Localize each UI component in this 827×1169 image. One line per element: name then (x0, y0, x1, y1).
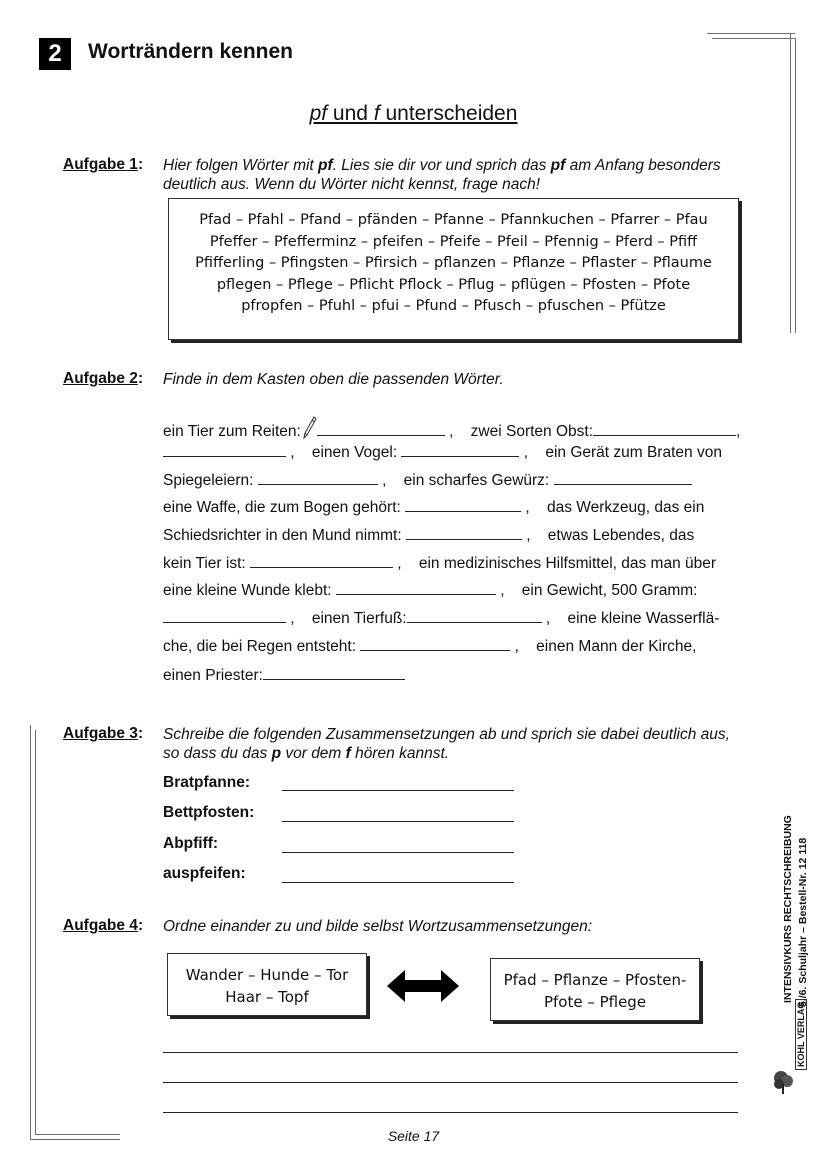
answer-blank[interactable] (163, 444, 286, 457)
subtitle-rest: unterscheiden (379, 102, 518, 125)
answer-blank[interactable] (336, 582, 496, 595)
fill-line-8: , einen Tierfuß: , eine kleine Wasserflä- (163, 610, 719, 628)
frame-right-top-inner (795, 38, 796, 333)
subtitle-und: und (327, 102, 374, 125)
series-info: 5./6. Schuljahr – Bestell-Nr. 12 118 (797, 837, 809, 1007)
fill-line-2: , einen Vogel: , ein Gerät zum Braten von (163, 444, 722, 462)
frame-left-bottom-inner (35, 730, 36, 1135)
answer-blank[interactable] (360, 638, 510, 651)
fill-line-4: eine Waffe, die zum Bogen gehört: , das Werkzeug, das ein (163, 499, 705, 516)
fill-line-5: Schiedsrichter in den Mund nimmt: , etwas Lebendes, das (163, 527, 695, 544)
word-list-box (168, 198, 739, 340)
compound-word: Abpfiff: (163, 835, 219, 852)
frame-right-top (790, 33, 791, 333)
word-box-line: Pfote – Pflege (543, 993, 647, 1011)
chapter-number: 2 (39, 38, 71, 70)
task4-label: Aufgabe 4: (63, 917, 144, 934)
answer-blank[interactable] (405, 499, 521, 512)
task4-instruction: Ordne einander zu und bilde selbst Wortzusammensetzungen: (163, 918, 593, 935)
writing-line[interactable] (163, 1112, 738, 1113)
fill-line-10: einen Priester: (163, 667, 405, 685)
answer-blank[interactable] (407, 610, 542, 623)
compound-word: Bratpfanne: (163, 774, 250, 791)
fill-line-7: eine kleine Wunde klebt: , ein Gewicht, 500 Gramm: (163, 582, 698, 599)
word-list-line: Pfifferling – Pfingsten – Pfirsich – pflanzen – Pflanze – Pflaster – Pflaume (195, 255, 712, 272)
writing-line[interactable] (163, 1052, 738, 1053)
pencil-icon (303, 416, 317, 440)
fill-line-6: kein Tier ist: , ein medizinisches Hilfsmittel, das man über (163, 555, 717, 572)
answer-blank[interactable] (593, 423, 736, 436)
word-list-line: pfropfen – Pfuhl – pfui – Pfund – Pfusch – pfuschen – Pfütze (241, 298, 666, 315)
frame-top-right (707, 33, 795, 34)
writing-line[interactable] (282, 821, 514, 822)
frame-left-bottom (30, 725, 31, 1140)
fill-line-9: che, die bei Regen entsteht: , einen Mann der Kirche, (163, 638, 697, 655)
compound-word: Bettpfosten: (163, 804, 255, 821)
publisher-logo: KOHL VERLAG (795, 999, 807, 1070)
answer-blank[interactable] (250, 555, 393, 568)
task3-instruction: Schreibe die folgenden Zusammensetzungen ab und sprich sie dabei deutlich aus, so dass du das p vor dem f hören kannst. (163, 726, 730, 762)
word-box-line: Haar – Topf (225, 988, 309, 1006)
writing-line[interactable] (282, 882, 514, 883)
word-box-right (490, 958, 700, 1021)
word-box-line: Pfad – Pflanze – Pfosten- (503, 971, 687, 989)
task2-instruction: Finde in dem Kasten oben die passenden Wörter. (163, 371, 504, 388)
answer-blank[interactable] (317, 423, 445, 436)
page-subtitle (0, 102, 827, 126)
answer-blank[interactable] (258, 472, 378, 485)
fill-line-1: ein Tier zum Reiten: , zwei Sorten Obst: , (163, 416, 740, 441)
task1-instruction: Hier folgen Wörter mit pf. Lies sie dir vor und sprich das pf am Anfang besonders deutlich aus. Wenn du Wörter nicht kennst, frage nach! (163, 157, 721, 193)
word-list-line: Pfad – Pfahl – Pfand – pfänden – Pfanne – Pfannkuchen – Pfarrer – Pfau (199, 212, 708, 228)
task1-label: Aufgabe 1: (63, 156, 144, 173)
word-box-line: Wander – Hunde – Tor (185, 966, 349, 984)
fill-line-3: Spiegeleiern: , ein scharfes Gewürz: (163, 472, 692, 490)
task2-label: Aufgabe 2: (63, 370, 144, 387)
frame-top-right-inner (712, 38, 795, 39)
answer-blank[interactable] (163, 610, 286, 623)
task3-label: Aufgabe 3: (63, 725, 144, 742)
subtitle-f: f (373, 102, 380, 125)
writing-line[interactable] (282, 790, 514, 791)
answer-blank[interactable] (554, 472, 692, 485)
compound-word: auspfeifen: (163, 865, 246, 882)
word-box-left (167, 953, 367, 1016)
word-list-line: Pfeffer – Pfefferminz – pfeifen – Pfeife – Pfeil – Pfennig – Pferd – Pfiff (209, 233, 698, 250)
series-title: INTENSIVKURS RECHTSCHREIBUNG (782, 815, 794, 1003)
answer-blank[interactable] (401, 444, 519, 457)
answer-blank[interactable] (263, 667, 405, 680)
page-number: Seite 17 (387, 1128, 440, 1144)
word-list-line: pflegen – Pflege – Pflicht Pflock – Pflug – pflügen – Pfosten – Pfote (216, 276, 691, 293)
writing-line[interactable] (282, 852, 514, 853)
tree-logo-icon (772, 1068, 794, 1101)
writing-line[interactable] (163, 1082, 738, 1083)
chapter-title: Worträndern kennen (88, 40, 293, 63)
answer-blank[interactable] (406, 527, 522, 540)
subtitle-pf: pf (309, 102, 328, 125)
double-arrow-icon (387, 968, 459, 1004)
